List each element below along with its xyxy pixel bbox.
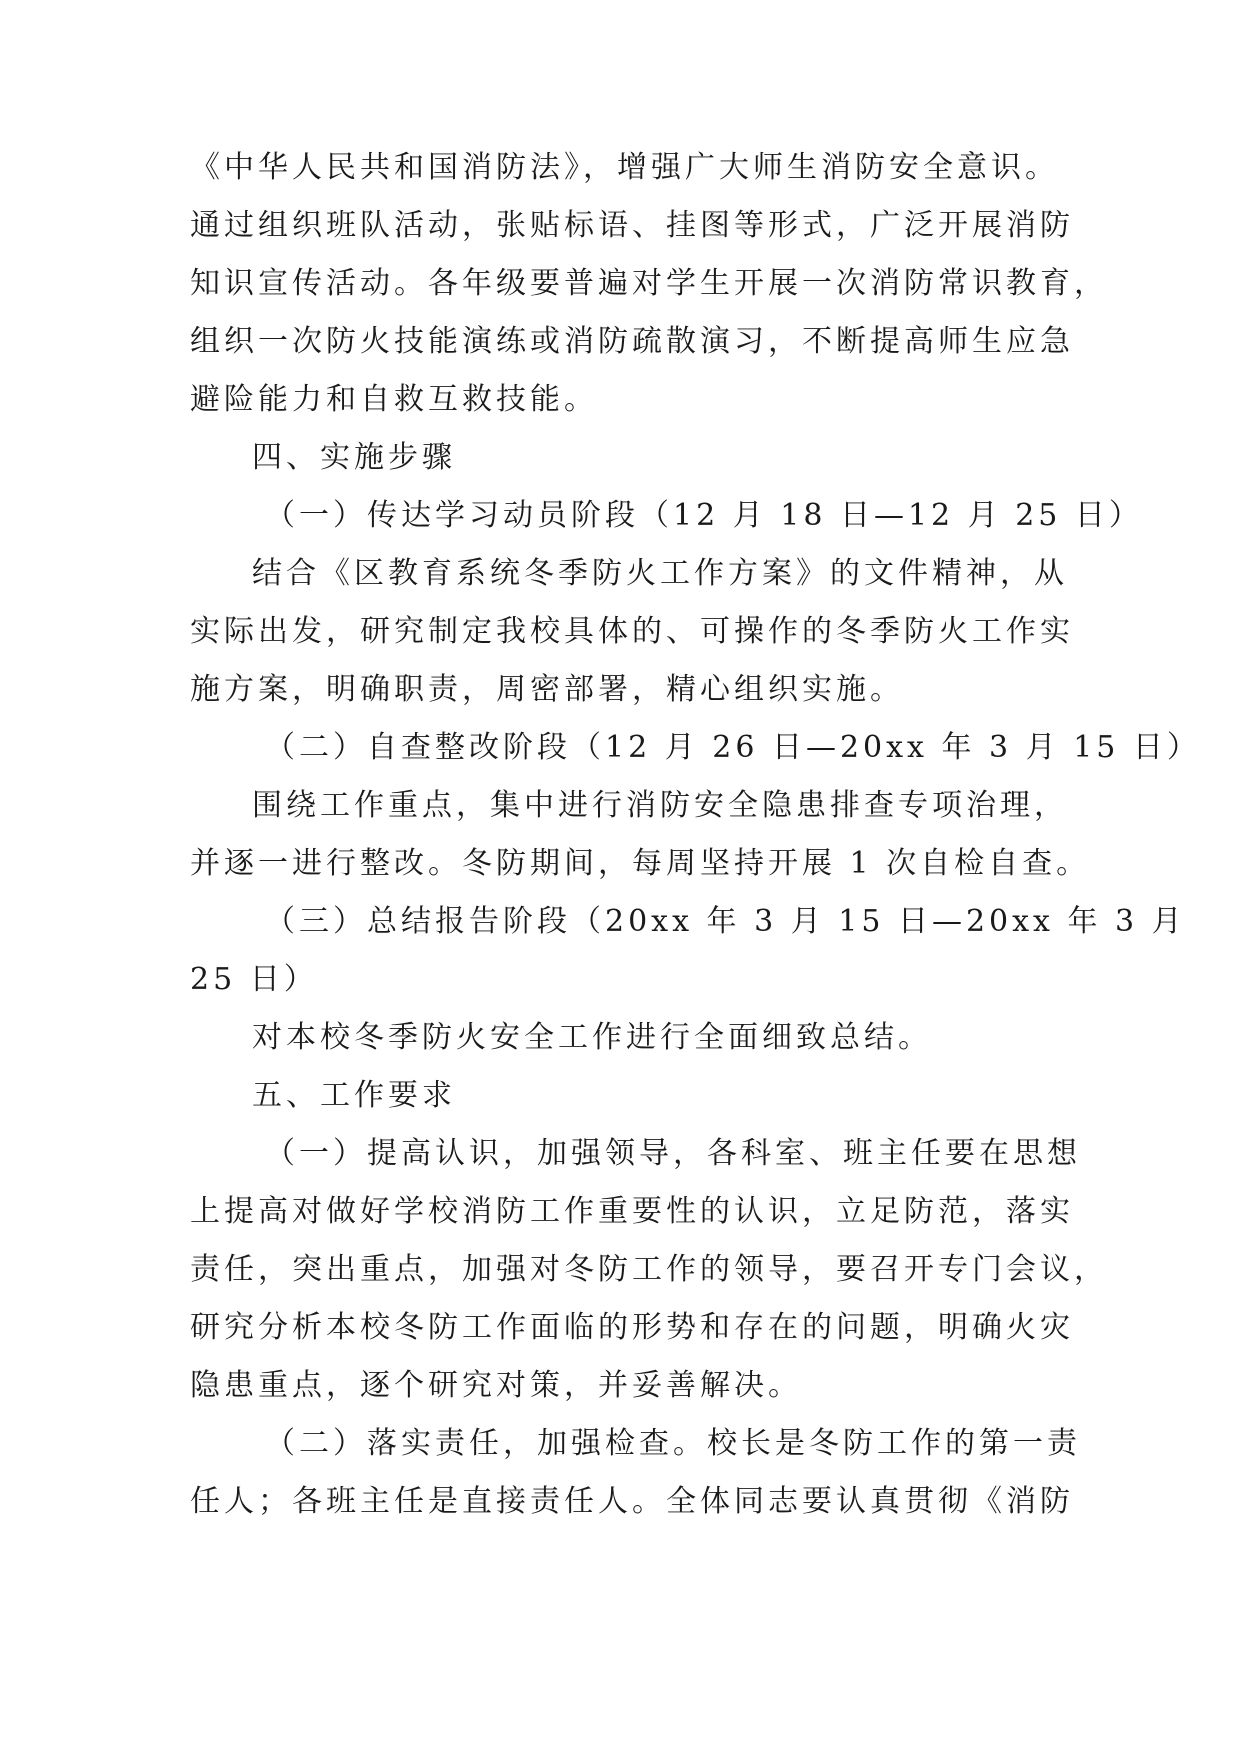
- text-line: 对本校冬季防火安全工作进行全面细致总结。: [252, 1020, 932, 1055]
- text-line: 避险能力和自救互救技能。: [190, 382, 598, 417]
- section-heading: 四、实施步骤: [252, 440, 456, 475]
- text-line: 围绕工作重点，集中进行消防安全隐患排查专项治理，: [252, 788, 1068, 823]
- section-heading: 五、工作要求: [252, 1078, 456, 1113]
- subsection-heading: （一）传达学习动员阶段（12 月 18 日—12 月 25 日）: [265, 498, 1143, 533]
- text-line: 结合《区教育系统冬季防火工作方案》的文件精神，从: [252, 556, 1068, 591]
- text-line: 《中华人民共和国消防法》，增强广大师生消防安全意识。: [190, 150, 1059, 185]
- text-line: 研究分析本校冬防工作面临的形势和存在的问题，明确火灾: [190, 1310, 1074, 1345]
- subsection-heading: （一）提高认识，加强领导，各科室、班主任要在思想: [265, 1136, 1081, 1171]
- text-line: 并逐一进行整改。冬防期间，每周坚持开展 1 次自检自查。: [190, 846, 1091, 881]
- text-line: 25 日）: [190, 962, 318, 997]
- text-line: 实际出发，研究制定我校具体的、可操作的冬季防火工作实: [190, 614, 1074, 649]
- text-line: 施方案，明确职责，周密部署，精心组织实施。: [190, 672, 904, 707]
- text-line: 组织一次防火技能演练或消防疏散演习，不断提高师生应急: [190, 324, 1074, 359]
- subsection-heading: （三）总结报告阶段（20xx 年 3 月 15 日—20xx 年 3 月: [265, 904, 1186, 939]
- subsection-heading: （二）落实责任，加强检查。校长是冬防工作的第一责: [265, 1426, 1081, 1461]
- text-line: 知识宣传活动。各年级要普遍对学生开展一次消防常识教育，: [190, 266, 1108, 301]
- text-line: 责任，突出重点，加强对冬防工作的领导，要召开专门会议，: [190, 1252, 1108, 1287]
- text-line: 任人；各班主任是直接责任人。全体同志要认真贯彻《消防: [190, 1484, 1074, 1519]
- text-line: 通过组织班队活动，张贴标语、挂图等形式，广泛开展消防: [190, 208, 1074, 243]
- subsection-heading: （二）自查整改阶段（12 月 26 日—20xx 年 3 月 15 日）: [265, 730, 1201, 765]
- text-line: 隐患重点，逐个研究对策，并妥善解决。: [190, 1368, 802, 1403]
- text-line: 上提高对做好学校消防工作重要性的认识，立足防范，落实: [190, 1194, 1074, 1229]
